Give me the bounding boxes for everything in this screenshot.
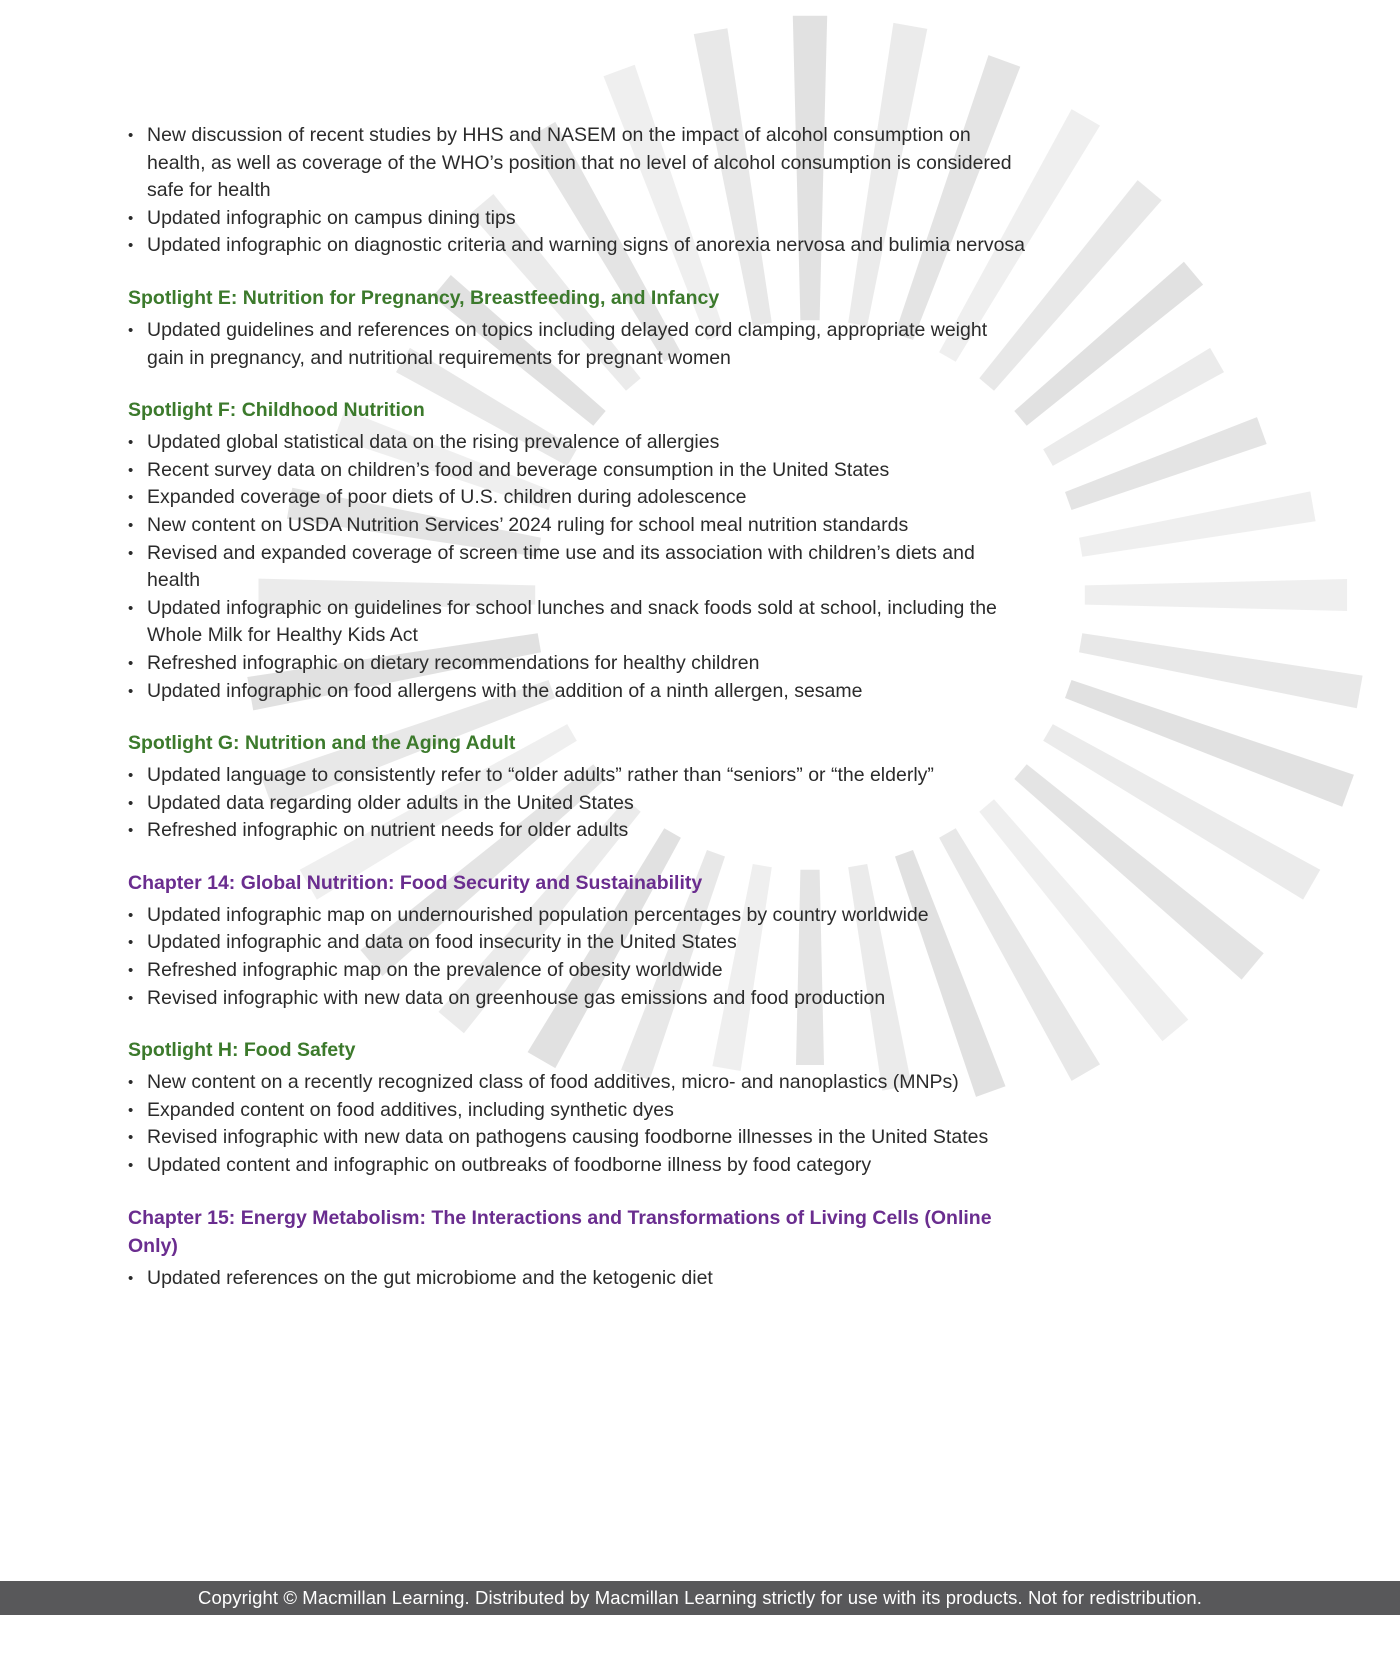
- bullet-glyph: •: [128, 516, 134, 534]
- bullet-glyph: •: [128, 489, 134, 507]
- list-item: [128, 540, 1028, 595]
- copyright-text: Copyright © Macmillan Learning. Distributed by Macmillan Learning strictly for use with its products. Not for redistribution.: [198, 1587, 1202, 1608]
- list-item-text: Revised infographic with new data on pathogens causing foodborne illnesses in the United States: [147, 1126, 989, 1149]
- burst-ray: [1065, 680, 1354, 807]
- list-item-text: Expanded coverage of poor diets of U.S. children during adolescence: [147, 486, 747, 509]
- list-item: [128, 1265, 1028, 1293]
- list-item: [128, 817, 1028, 845]
- list-item-text: Revised infographic with new data on greenhouse gas emissions and food production: [147, 986, 886, 1009]
- list-item: [128, 232, 1028, 260]
- list-item-text: Updated data regarding older adults in the United States: [147, 791, 634, 814]
- list-item-text: New discussion of recent studies by HHS and NASEM on the impact of alcohol consumption on health, as well as coverage of the WHO’s position that no level of alcohol consumption is considered safe for health: [147, 124, 1012, 202]
- section-heading: Spotlight G: Nutrition and the Aging Adult: [128, 732, 516, 755]
- list-item: [128, 122, 1028, 205]
- burst-ray: [1079, 491, 1316, 556]
- document-body: [128, 122, 1028, 1316]
- list-item: [128, 1152, 1028, 1180]
- section-chapter-14: [128, 869, 1028, 1012]
- bullet-list: [128, 762, 1028, 845]
- section-spotlight-h: [128, 1036, 1028, 1179]
- list-item-text: New content on a recently recognized class of food additives, micro- and nanoplastics (MNPs): [147, 1071, 959, 1094]
- bullet-glyph: •: [128, 127, 134, 144]
- list-item-text: Refreshed infographic map on the prevalence of obesity worldwide: [147, 959, 723, 982]
- list-item: [128, 985, 1028, 1013]
- section-heading: Chapter 15: Energy Metabolism: The Interactions and Transformations of Living Cells (Online Only): [128, 1206, 992, 1257]
- list-item-text: New content on USDA Nutrition Services’ 2024 ruling for school meal nutrition standards: [147, 513, 909, 536]
- list-item-text: Updated infographic and data on food insecurity in the United States: [147, 931, 737, 954]
- list-item: [128, 457, 1028, 485]
- bullet-glyph: •: [128, 1157, 134, 1175]
- bullet-glyph: •: [128, 682, 134, 700]
- list-item: [128, 762, 1028, 790]
- bullet-glyph: •: [128, 822, 134, 840]
- bullet-glyph: •: [128, 321, 134, 339]
- section-heading: Spotlight E: Nutrition for Pregnancy, Breastfeeding, and Infancy: [128, 286, 720, 309]
- bullet-list: [128, 902, 1028, 1012]
- list-item-text: Updated content and infographic on outbreaks of foodborne illness by food category: [147, 1154, 872, 1177]
- bullet-list: [128, 429, 1028, 705]
- bullet-glyph: •: [128, 461, 134, 479]
- section-continued: [128, 122, 1028, 260]
- bullet-list: [128, 122, 1028, 260]
- section-chapter-15: [128, 1204, 1028, 1293]
- section-heading: Spotlight F: Childhood Nutrition: [128, 399, 425, 422]
- section-spotlight-f: [128, 396, 1028, 705]
- bullet-glyph: •: [128, 654, 134, 672]
- bullet-glyph: •: [128, 237, 134, 255]
- list-item: [128, 790, 1028, 818]
- list-item-text: Updated infographic map on undernourished population percentages by country worldwide: [147, 903, 929, 926]
- bullet-glyph: •: [128, 1129, 134, 1147]
- bullet-glyph: •: [128, 767, 134, 785]
- list-item-text: Updated language to consistently refer to “older adults” rather than “seniors” or “the elderly”: [147, 764, 934, 787]
- list-item-text: Updated infographic on guidelines for school lunches and snack foods sold at school, including the Whole Milk for Healthy Kids Act: [147, 596, 997, 647]
- list-item: [128, 317, 1028, 372]
- bullet-list: [128, 317, 1028, 372]
- section-heading: Chapter 14: Global Nutrition: Food Security and Sustainability: [128, 871, 703, 894]
- list-item-text: Revised and expanded coverage of screen time use and its association with children’s diets and health: [147, 541, 975, 592]
- bullet-glyph: •: [128, 544, 134, 562]
- copyright-footer: [0, 1581, 1400, 1615]
- burst-ray: [1085, 579, 1347, 611]
- list-item: [128, 1124, 1028, 1152]
- bullet-glyph: •: [128, 1101, 134, 1119]
- bullet-glyph: •: [128, 1269, 134, 1287]
- list-item: [128, 429, 1028, 457]
- bullet-glyph: •: [128, 1074, 134, 1092]
- list-item: [128, 512, 1028, 540]
- list-item: [128, 205, 1028, 233]
- list-item-text: Updated infographic on campus dining tips: [147, 206, 516, 229]
- list-item: [128, 678, 1028, 706]
- list-item: [128, 484, 1028, 512]
- list-item-text: Refreshed infographic on dietary recommendations for healthy children: [147, 651, 760, 674]
- list-item-text: Updated infographic on diagnostic criteria and warning signs of anorexia nervosa and bulimia nervosa: [147, 234, 1026, 257]
- bullet-glyph: •: [128, 962, 134, 980]
- list-item: [128, 650, 1028, 678]
- list-item: [128, 902, 1028, 930]
- section-spotlight-e: [128, 284, 1028, 372]
- bullet-glyph: •: [128, 434, 134, 452]
- bullet-list: [128, 1265, 1028, 1293]
- section-heading: Spotlight H: Food Safety: [128, 1039, 356, 1062]
- bullet-glyph: •: [128, 906, 134, 924]
- bullet-glyph: •: [128, 794, 134, 812]
- section-spotlight-g: [128, 729, 1028, 845]
- list-item-text: Updated global statistical data on the rising prevalence of allergies: [147, 431, 720, 454]
- list-item: [128, 957, 1028, 985]
- bullet-list: [128, 1069, 1028, 1179]
- bullet-glyph: •: [128, 934, 134, 952]
- burst-ray: [1014, 262, 1203, 426]
- list-item-text: Updated guidelines and references on topics including delayed cord clamping, appropriate weight gain in pregnancy, and nutritional requirements for pregnant women: [147, 318, 988, 369]
- bullet-glyph: •: [128, 599, 134, 617]
- list-item-text: Updated infographic on food allergens with the addition of a ninth allergen, sesame: [147, 679, 863, 702]
- bullet-glyph: •: [128, 209, 134, 227]
- list-item-text: Refreshed infographic on nutrient needs for older adults: [147, 819, 629, 842]
- list-item-text: Recent survey data on children’s food and beverage consumption in the United States: [147, 458, 890, 481]
- list-item-text: Updated references on the gut microbiome and the ketogenic diet: [147, 1266, 713, 1289]
- list-item: [128, 595, 1028, 650]
- list-item-text: Expanded content on food additives, including synthetic dyes: [147, 1098, 674, 1121]
- list-item: [128, 1069, 1028, 1097]
- list-item: [128, 929, 1028, 957]
- list-item: [128, 1097, 1028, 1125]
- bullet-glyph: •: [128, 989, 134, 1007]
